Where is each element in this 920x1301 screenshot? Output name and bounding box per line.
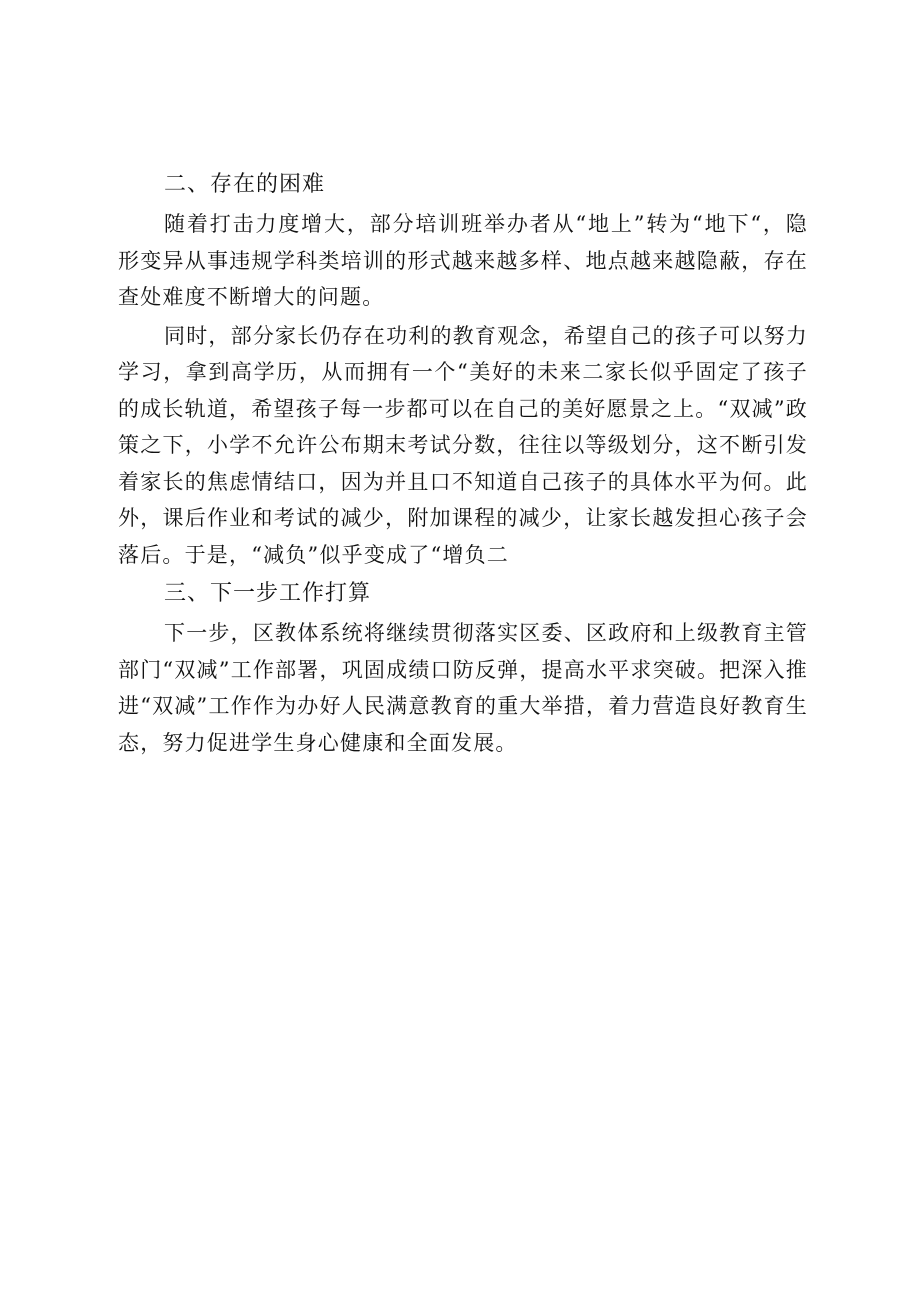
paragraph-difficulties-2: 同时，部分家长仍存在功利的教育观念，希望自己的孩子可以努力学习，拿到高学历，从而拥有一个“美好的未来二家长似乎固定了孩子的成长轨道，希望孩子每一步都可以在自己的美好愿景之上。“双减”政策之下，小学不允许公布期末考试分数，往往以等级划分，这不断引发着家长的焦虑情结口，因为并且口不知道自己孩子的具体水平为何。此外，课后作业和考试的减少，附加课程的减少，让家长越发担心孩子会落后。于是，“减负”似乎变成了“增负二 [118, 323, 808, 567]
section-heading-next-steps: 三、下一步工作打算 [164, 581, 372, 606]
paragraph-difficulties-1: 随着打击力度增大，部分培训班举办者从“地上”转为“地下“，隐形变异从事违规学科类培训的形式越来越多样、地点越来越隐蔽，存在查处难度不断增大的问题。 [118, 212, 808, 309]
document-page [118, 166, 808, 761]
paragraph-next-steps-1: 下一步，区教体系统将继续贯彻落实区委、区政府和上级教育主管部门“双减”工作部署，巩固成绩口防反弹，提高水平求突破。把深入推进“双减”工作作为办好人民满意教育的重大举措，着力营造良好教育生态，努力促进学生身心健康和全面发展。 [118, 621, 808, 755]
section-heading-difficulties: 二、存在的困难 [164, 172, 326, 197]
